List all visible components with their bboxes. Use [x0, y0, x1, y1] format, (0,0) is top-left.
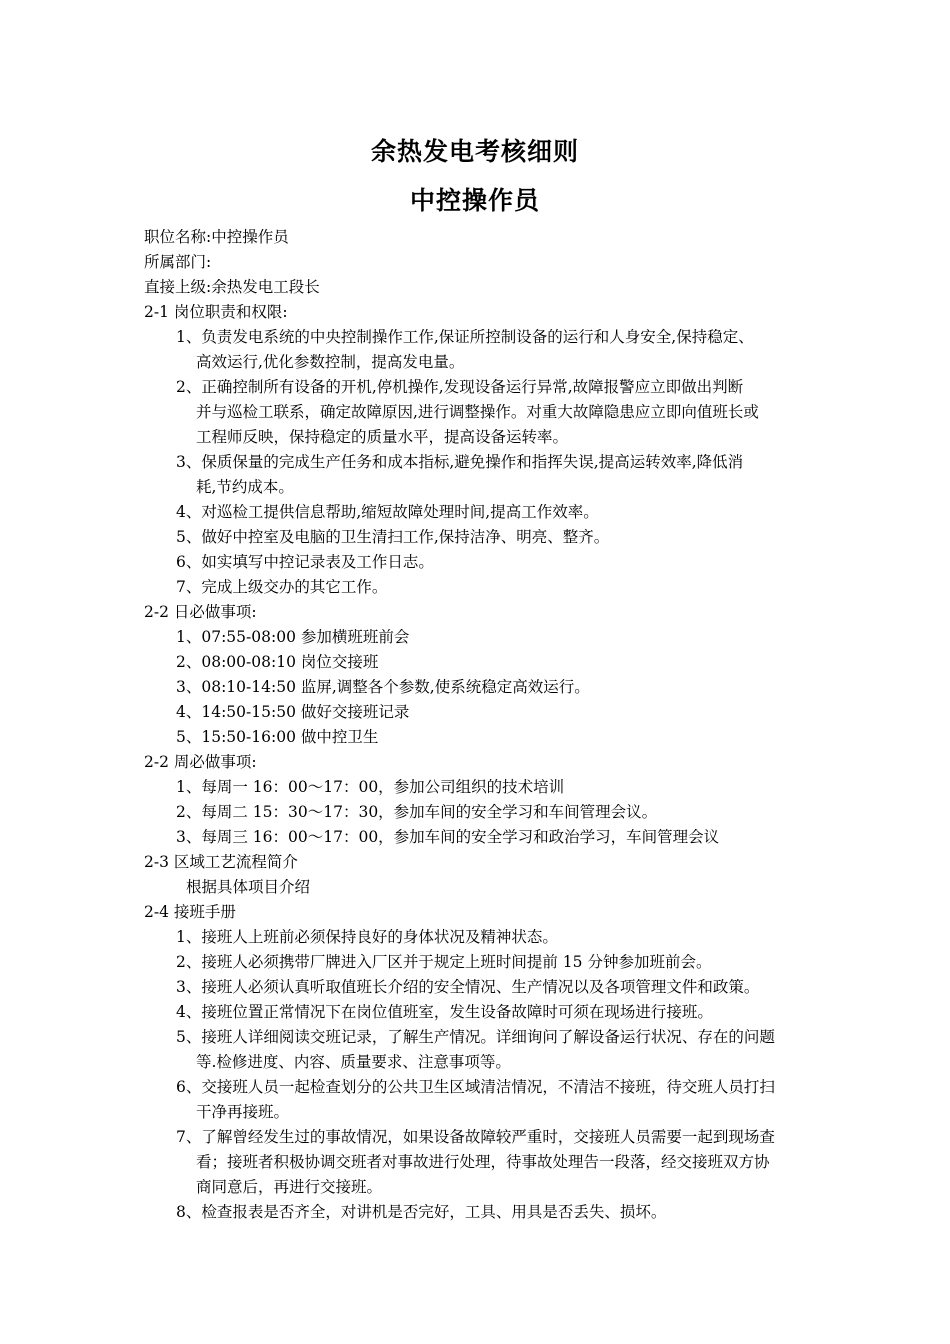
section-heading: 2-3 区域工艺流程简介 [144, 853, 298, 871]
section-heading: 2-1 岗位职责和权限: [144, 303, 288, 321]
list-item: 2、正确控制所有设备的开机,停机操作,发现设备运行异常,故障报警应立即做出判断 [176, 378, 744, 396]
list-item-continuation: 并与巡检工联系，确定故障原因,进行调整操作。对重大故障隐患应立即向值班长或 [196, 403, 759, 421]
section-heading: 2-2 日必做事项: [144, 603, 257, 621]
list-item: 1、接班人上班前必须保持良好的身体状况及精神状态。 [176, 928, 558, 946]
list-item: 4、对巡检工提供信息帮助,缩短故障处理时间,提高工作效率。 [176, 503, 599, 521]
list-item: 6、交接班人员一起检查划分的公共卫生区域清洁情况，不清洁不接班，待交班人员打扫 [176, 1078, 775, 1096]
list-item-continuation: 高效运行,优化参数控制，提高发电量。 [196, 353, 465, 371]
weekly-item: 2、每周二 15：30～17：30，参加车间的安全学习和车间管理会议。 [176, 803, 658, 821]
list-item: 8、检查报表是否齐全，对讲机是否完好，工具、用具是否丢失、损坏。 [176, 1203, 667, 1221]
schedule-item: 2、08:00-08:10 岗位交接班 [176, 653, 379, 671]
list-item-continuation: 耗,节约成本。 [196, 478, 294, 496]
schedule-item: 5、15:50-16:00 做中控卫生 [176, 728, 379, 746]
position-name: 职位名称:中控操作员 [144, 228, 289, 246]
list-item-continuation: 看；接班者积极协调交班者对事故进行处理，待事故处理告一段落，经交接班双方协 [196, 1153, 770, 1171]
list-item: 2、接班人必须携带厂牌进入厂区并于规定上班时间提前 15 分钟参加班前会。 [176, 953, 712, 971]
list-item-continuation: 商同意后，再进行交接班。 [196, 1178, 383, 1196]
document-title: 余热发电考核细则 [370, 137, 579, 166]
list-item-continuation: 干净再接班。 [196, 1103, 290, 1121]
weekly-item: 1、每周一 16：00～17：00，参加公司组织的技术培训 [176, 778, 565, 796]
list-item: 3、保质保量的完成生产任务和成本指标,避免操作和指挥失误,提高运转效率,降低消 [176, 453, 744, 471]
weekly-item: 3、每周三 16：00～17：00，参加车间的安全学习和政治学习，车间管理会议 [176, 828, 720, 846]
list-item: 4、接班位置正常情况下在岗位值班室，发生设备故障时可须在现场进行接班。 [176, 1003, 713, 1021]
list-item-continuation: 等.检修进度、内容、质量要求、注意事项等。 [196, 1053, 511, 1071]
schedule-item: 4、14:50-15:50 做好交接班记录 [176, 703, 410, 721]
list-item-continuation: 工程师反映，保持稳定的质量水平，提高设备运转率。 [196, 428, 569, 446]
department: 所属部门: [144, 253, 212, 271]
section-body: 根据具体项目介绍 [186, 878, 311, 896]
document-subtitle: 中控操作员 [409, 186, 540, 215]
list-item: 5、接班人详细阅读交班记录，了解生产情况。详细询问了解设备运行状况、存在的问题 [176, 1028, 775, 1046]
list-item: 3、接班人必须认真听取值班长介绍的安全情况、生产情况以及各项管理文件和政策。 [176, 978, 760, 996]
schedule-item: 3、08:10-14:50 监屏,调整各个参数,使系统稳定高效运行。 [176, 678, 590, 696]
list-item: 1、负责发电系统的中央控制操作工作,保证所控制设备的运行和人身安全,保持稳定、 [176, 328, 754, 346]
list-item: 5、做好中控室及电脑的卫生清扫工作,保持洁净、明亮、整齐。 [176, 528, 610, 546]
list-item: 6、如实填写中控记录表及工作日志。 [176, 553, 434, 571]
direct-superior: 直接上级:余热发电工段长 [144, 278, 320, 296]
section-heading: 2-4 接班手册 [144, 903, 236, 921]
list-item: 7、完成上级交办的其它工作。 [176, 578, 388, 596]
schedule-item: 1、07:55-08:00 参加横班班前会 [176, 628, 410, 646]
section-heading: 2-2 周必做事项: [144, 753, 257, 771]
list-item: 7、了解曾经发生过的事故情况，如果设备故障较严重时，交接班人员需要一起到现场查 [176, 1128, 775, 1146]
